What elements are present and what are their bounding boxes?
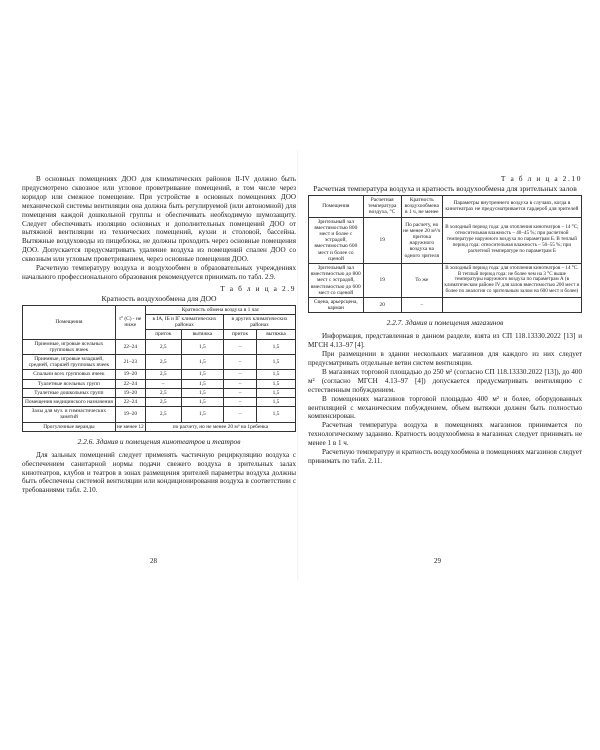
table-cell: – (224, 398, 257, 407)
table-row (23, 398, 296, 407)
table-cell: 22–24 (115, 379, 145, 388)
table-cell: 2,5 (145, 407, 181, 422)
table-row (23, 370, 296, 379)
table-cell: По расчету, но не менее 20 м³/ч притока наружного воздуха на одного зрителя (401, 217, 442, 263)
table-cell: 1,5 (181, 370, 223, 379)
table-cell: 2,5 (145, 370, 181, 379)
table-2-9 (22, 305, 296, 432)
table-cell: 1,5 (257, 355, 296, 370)
table-row (23, 339, 296, 354)
table-cell: 1,5 (181, 398, 223, 407)
section-heading: 2.2.7. Здания и помещения магазинов (386, 318, 504, 328)
table-row (23, 379, 296, 388)
table-cell: – (224, 339, 257, 354)
table-cell: 19 (363, 263, 401, 297)
table-cell: 1,5 (257, 379, 296, 388)
page-number: 28 (150, 557, 157, 565)
table-row (23, 355, 296, 370)
table-label: Т а б л и ц а 2.10 (500, 174, 582, 183)
table-cell: 1,5 (181, 388, 223, 397)
paragraph: При размещении в здании нескольких магазинов для каждого из них следует предусматривать отдельные ветви систем вентиляции. (308, 350, 582, 367)
table-cell: 2,5 (145, 398, 181, 407)
paragraph: Для зальных помещений следует применять частичную рециркуляцию воздуха с обеспечением санитарной нормы подачи свежего воздуха в зрительных залах кинотеатров, клубов и театров в зонах размещения зрителей параметры воздуха должны быть обеспечены системой вентиляции или кондиционирования воздуха в соответствии с требованиями табл. 2.10. (22, 450, 296, 495)
table-cell (442, 297, 581, 312)
header-cell: Кратность воздухообмена в 1 ч, не менее (401, 195, 442, 217)
table-cell: 1,5 (257, 398, 296, 407)
table-cell: 1,5 (181, 407, 223, 422)
paragraph: Расчетная температура воздуха в помещениях магазинов принимается по технологическому заданию. Кратность воздухообмена в магазинах следует принимать не менее 1 в 1 ч. (308, 421, 582, 448)
left-page (22, 175, 296, 495)
table-cell: – (224, 388, 257, 397)
header-cell: Кратность обмена воздуха в 1 час (145, 305, 295, 314)
header-cell: в IA, IБ и IГ климатических районах (145, 314, 223, 329)
table-cell: по расчету, но не менее 20 м³ на 1ребенка (145, 422, 295, 431)
right-page (308, 175, 582, 466)
table-cell: 21–23 (115, 355, 145, 370)
table-cell: – (224, 379, 257, 388)
table-cell: 2,5 (145, 339, 181, 354)
paragraph: Расчетную температуру и кратность воздухообмена в помещениях магазинов следует принимать по табл. 2.11. (308, 448, 582, 465)
table-cell: 22–24 (115, 339, 145, 354)
table-row (309, 297, 582, 312)
paragraph: Расчетную температуру воздуха и воздухообмен в образовательных учреждениях начального профессионального образования рекомендуется принимать по табл. 2.9. (22, 264, 296, 281)
table-cell: 1,5 (181, 379, 223, 388)
header-cell: t° (С) - не ниже (115, 305, 145, 339)
table-cell: 2,5 (145, 388, 181, 397)
table-cell: 2,5 (145, 355, 181, 370)
table-cell: 19–20 (115, 407, 145, 422)
table-cell: Зрительный зал вместимостью 800 мест и более с эстрадой, вместимостью 600 мест и более со сценой (309, 217, 364, 263)
table-label: Т а б л и ц а 2.9 (220, 283, 296, 293)
table-cell: – (224, 407, 257, 422)
table-row (309, 263, 582, 297)
table-cell: Помещения медицинского назначения (23, 398, 116, 407)
paragraph: Информация, представленная в данном разделе, взята из СП 118.13330.2022 [13] и МГСН 4.13–97 [4]. (308, 332, 582, 350)
table-cell: В холодный период года: для отопления кинотеатров – 14 °С. В теплый период года: не более чем на 3 °С выше температуры наружного воздуха по параметрам А (в климатическом районе IV для залов вместимостью 200 мест и более по аналогии со зрительным залом на 600 мест и более) (442, 263, 581, 297)
table-cell: 19–20 (115, 388, 145, 397)
table-row (23, 407, 296, 422)
header-cell: вытяжка (257, 330, 296, 339)
table-cell: 1,5 (257, 407, 296, 422)
header-cell: Помещения (23, 305, 116, 339)
table-row (23, 388, 296, 397)
table-cell: Залы для муз. и гимнастических занятий (23, 407, 116, 422)
table-cell: 1,5 (257, 388, 296, 397)
section-heading: 2.2.6. Здания и помещения кинотеатров и театров (77, 436, 241, 446)
paragraph: В магазинах торговой площадью до 250 м² (согласно СП 118.13330.2022 [13]), до 400 м² (согласно МГСН 4.13–97 [4]) допускается предусматривать вентиляцию с естественным побуждением. (308, 367, 582, 394)
table-cell: – (401, 297, 442, 312)
table-cell: не менее 12 (116, 423, 144, 430)
paragraph: В основных помещениях ДОО для климатических районов II-IV должно быть предусмотрено сквозное или угловое проветривание помещений, в том числе через коридор или смежное помещение. При устройстве в основных помещениях ДОО механической системы вентиляции она должна быть регулируемой (или автономной) для помещения каждой дошкольной группы и обеспечивать необходимую шумозащиту. Следует обеспечивать изоляцию основных и дополнительных помещений ДОО от вытяжной вентиляции из технических помещений, кухни и столовой, бассейна. Вытяжные воздуховоды из пищеблока, не должны проходить через основные помещения ДОО. Допускается предусматривать удаление воздуха из помещений спален ДОО со сквозным или угловым проветриванием, через основные помещения ДОО. (22, 175, 296, 264)
table-cell: В холодный период года: для отопления кинотеатров – 14 °С; относительная влажность – 40–45 %; при расчетной температуре наружного воздуха по параметрам Б. В теплый период года: относительная влажность – 50–55 %; при расчетной температуре по параметрам Б (442, 217, 581, 263)
table-title: Расчетная температура воздуха и кратность воздухообмена для зрительных залов (313, 183, 577, 193)
table-cell: 1,5 (257, 370, 296, 379)
table-cell: Спальни всех групповых ячеек (23, 370, 116, 379)
header-cell: в других климатических районах (224, 314, 296, 329)
header-cell: вытяжка (181, 330, 223, 339)
paragraph: В помещениях магазинов торговой площадью 400 м² и более, оборудованных вентиляцией с механическим побуждением, объем вытяжки должен быть полностью компенсирован. (308, 394, 582, 421)
table-cell: – (145, 379, 181, 388)
header-cell: приток (224, 330, 257, 339)
table-cell: 19 (363, 217, 401, 263)
table-cell: 1,5 (257, 339, 296, 354)
table-cell: 1,5 (181, 339, 223, 354)
table-cell: 20 (363, 297, 401, 312)
header-cell: Помещения (309, 195, 364, 217)
header-cell: Расчетная температура воздуха, °С (363, 195, 401, 217)
table-cell: 19–20 (115, 370, 145, 379)
table-cell: – (224, 370, 257, 379)
page-number: 29 (434, 557, 441, 565)
table-cell: Туалетные дошкольных групп (23, 388, 116, 397)
table-cell: Зрительный зал вместимостью до 800 мест с эстрадой, вместимостью до 600 мест со сценой (309, 263, 364, 297)
table-cell: Сцена, арьерсцена, карман (309, 297, 364, 312)
table-cell: Прогулочные веранды (23, 422, 116, 431)
table-row (23, 422, 296, 431)
table-row (309, 217, 582, 263)
table-title: Кратность воздухообмена для ДОО (101, 293, 217, 303)
table-cell: Приемные, игровые ясельных групповых ячеек (23, 339, 116, 354)
table-cell: 1,5 (181, 355, 223, 370)
table-cell: Приемные, игровые младшей, средней, старшей групповых ячеек (23, 355, 116, 370)
table-cell: 22–24 (115, 398, 145, 407)
table-2-10 (308, 195, 582, 313)
table-cell: – (224, 355, 257, 370)
table-cell: Туалетные ясельных групп (23, 379, 116, 388)
header-cell: приток (145, 330, 181, 339)
header-cell: Параметры внутреннего воздуха в случаях, когда в кинотеатрах не предусматривается гардероб для зрителей (442, 195, 581, 217)
table-cell: То же (401, 263, 442, 297)
book-gutter (297, 150, 299, 580)
